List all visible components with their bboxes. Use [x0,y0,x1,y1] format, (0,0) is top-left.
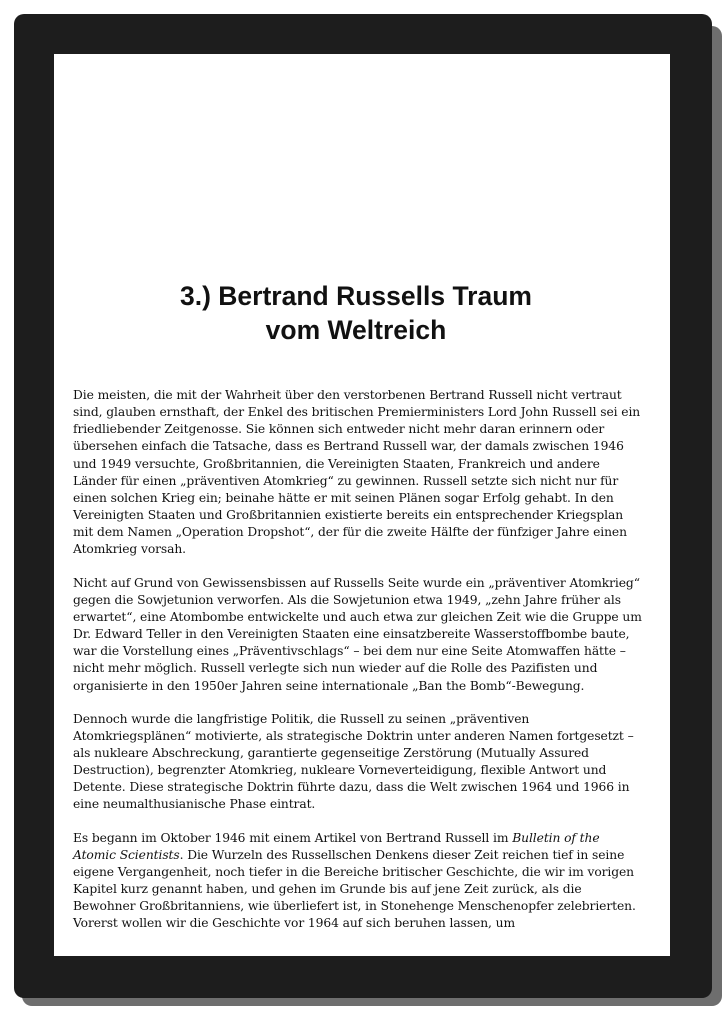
paragraph-3: Dennoch wurde die langfristige Politik, die Russell zu seinen „präventiven Atomkriegsplänen“ motivierte, als strategische Doktrin unter anderen Namen fortgesetzt – als nukleare Abschreckung, garantierte gegenseitige Zerstörung (Mutually Assured Destruction), begrenzter Atomkrieg, nukleare Vorneverteidigung, flexible Antwort und Detente. Diese strategische Doktrin führte dazu, dass die Welt zwischen 1964 und 1966 in eine neumalthusianische Phase eintrat. [73,711,634,812]
journal-title: Bulletin of the Atomic Scientists [73,830,600,862]
chapter-title-line-1: 3.) Bertrand Russells Traum [180,281,532,311]
document-page [54,54,670,956]
paragraph-1: Die meisten, die mit der Wahrheit über den verstorbenen Bertrand Russell nicht vertraut sind, glauben ernsthaft, der Enkel des britischen Premierministers Lord John Russell sei ein friedliebender Zeitgenosse. Sie können sich entweder nicht mehr daran erinnern oder übersehen einfach die Tatsache, dass es Bertrand Russell war, der damals zwischen 1946 und 1949 versuchte, Großbritannien, die Vereinigten Staaten, Frankreich und andere Länder für einen „präventiven Atomkrieg“ zu gewinnen. Russell setzte sich nicht nur für einen solchen Krieg ein; beinahe hätte er mit seinen Plänen sogar Erfolg gehabt. In den Vereinigten Staaten und Großbritannien existierte bereits ein entsprechender Kriegsplan mit dem Namen „Operation Dropshot“, der für die zweite Hälfte der fünfziger Jahre einen Atomkrieg vorsah. [73,388,641,557]
paragraph-2: Nicht auf Grund von Gewissensbissen auf Russells Seite wurde ein „präventiver Atomkrieg“ gegen die Sowjetunion verworfen. Als die Sowjetunion etwa 1949, „zehn Jahre früher als erwartet“, eine Atombombe entwickelte und auch etwa zur gleichen Zeit wie die Gruppe um Dr. Edward Teller in den Vereinigten Staaten eine einsatzbereite Wasserstoffbombe baute, war die Vorstellung eines „Präventivschlags“ – bei dem nur eine Seite Atomwaffen hätte – nicht mehr möglich. Russell verlegte sich nun wieder auf die Rolle des Pazifisten und organisierte in den 1950er Jahren seine internationale „Ban the Bomb“-Bewegung. [73,575,642,693]
body-text [73,387,645,949]
paragraph-4-rest: . Die Wurzeln des Russellschen Denkens dieser Zeit reichen tief in seine eigene Vergangenheit, noch tiefer in die Bereiche britischer Geschichte, die wir im vorigen Kapitel kurz genannt haben, und gehen im Grunde bis auf jene Zeit zurück, als die Bewohner Großbritanniens, wie überliefert ist, in Stonehenge Menschenopfer zelebrierten. Vorerst wollen wir die Geschichte vor 1964 auf sich beruhen lassen, um [73,847,636,931]
chapter-title [54,279,658,347]
paragraph-4 [73,830,645,933]
paragraph-4-start: Es begann im Oktober 1946 mit einem Artikel von Bertrand Russell im [73,830,513,845]
chapter-title-line-2: vom Weltreich [265,315,447,345]
